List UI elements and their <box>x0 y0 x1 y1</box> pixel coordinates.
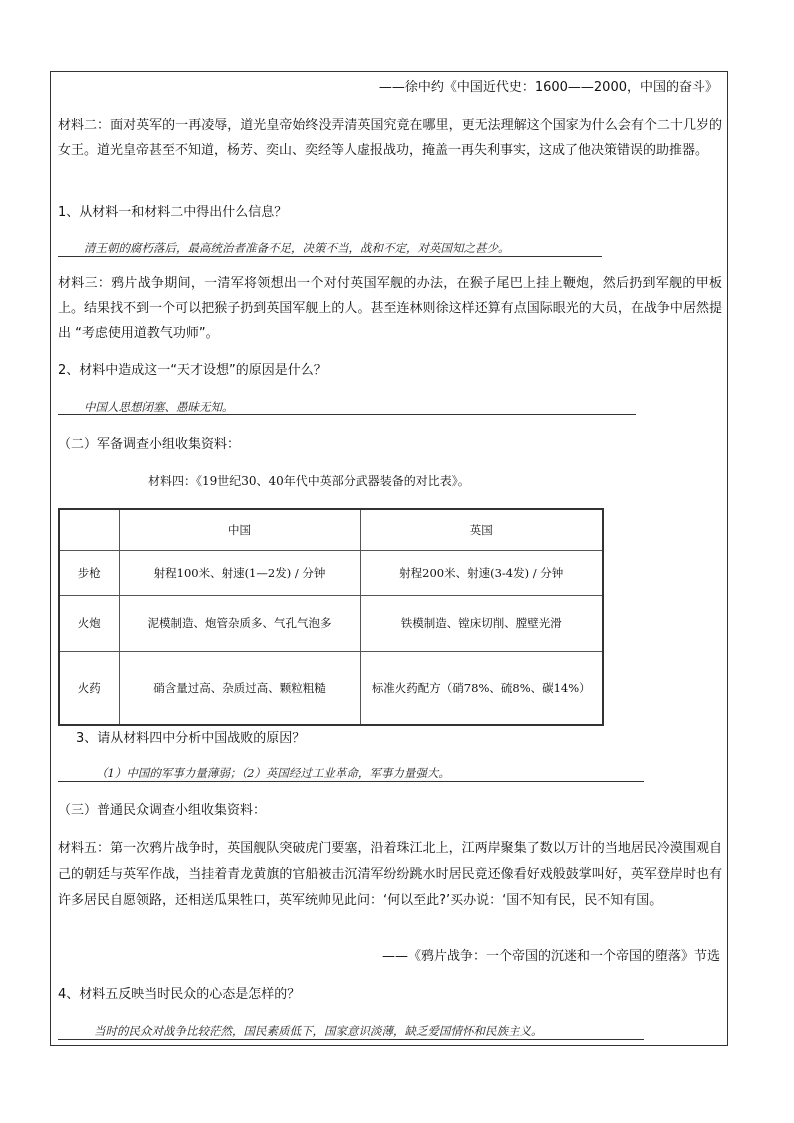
answer-4-underline <box>58 1039 644 1040</box>
cell-britain-cannon: 铁模制造、镗床切削、膛壁光滑 <box>360 595 603 651</box>
cell-china-rifle: 射程100米、射速(1—2发) / 分钟 <box>119 550 360 595</box>
weapon-comparison-table <box>58 508 604 726</box>
answer-2: 中国人思想闭塞、愚昧无知。 <box>84 400 234 414</box>
row-label-gunpowder: 火药 <box>59 651 119 725</box>
table-header-empty <box>59 509 119 550</box>
answer-2-underline <box>58 414 636 415</box>
cell-britain-rifle: 射程200米、射速(3-4发) / 分钟 <box>360 550 603 595</box>
answer-4: 当时的民众对战争比较茫然，国民素质低下，国家意识淡薄，缺乏爱国情怀和民族主义。 <box>94 1024 543 1038</box>
table-row <box>59 550 603 595</box>
answer-3-underline <box>58 781 644 782</box>
material-2-paragraph: 材料二：面对英军的一再凌辱，道光皇帝始终没弄清英国究竟在哪里，更无法理解这个国家为什么会有个二十几岁的女王。道光皇帝甚至不知道，杨芳、奕山、奕经等人虚报战功，掩盖一再失利事实，这成了他决策错误的助推器。 <box>58 118 722 158</box>
answer-3: （1）中国的军事力量薄弱；（2）英国经过工业革命，军事力量强大。 <box>96 766 450 780</box>
table-header-china: 中国 <box>119 509 360 550</box>
cell-britain-gunpowder: 标准火药配方（硝78%、硫8%、碳14%） <box>360 651 603 725</box>
cell-china-cannon: 泥模制造、炮管杂质多、气孔气泡多 <box>119 595 360 651</box>
answer-1: 清王朝的腐朽落后，最高统治者准备不足，决策不当，战和不定，对英国知之甚少。 <box>84 241 510 255</box>
table-row <box>59 595 603 651</box>
material-5-paragraph: 材料五：第一次鸦片战争时，英国舰队突破虎门要塞，沿着珠江北上，江两岸聚集了数以万计的当地居民冷漠围观自己的朝廷与英军作战，当挂着青龙黄旗的官船被击沉清军纷纷跳水时居民竟还像看好戏般鼓掌叫好，英军登岸时也有许多居民自愿领路，还相送瓜果牲口，英军统帅见此问：‘何以至此?’买办说：‘国不知有民，民不知有国。 <box>58 841 722 908</box>
question-3: 3、请从材料四中分析中国战败的原因？ <box>76 731 306 746</box>
source-citation-2: ——《鸦片战争：一个帝国的沉迷和一个帝国的堕落》节选 <box>381 949 720 964</box>
answer-1-underline <box>58 256 602 257</box>
question-1: 1、从材料一和材料二中得出什么信息？ <box>58 205 288 220</box>
table-row <box>59 651 603 725</box>
row-label-cannon: 火炮 <box>59 595 119 651</box>
section-3-heading: （三）普通民众调查小组收集资料： <box>58 803 267 818</box>
section-2-heading: （二）军备调查小组收集资料： <box>58 437 241 452</box>
table-caption: 材料四：《19世纪30、40年代中英部分武器装备的对比表》。 <box>148 474 470 488</box>
row-label-rifle: 步枪 <box>59 550 119 595</box>
question-4: 4、材料五反映当时民众的心态是怎样的？ <box>58 987 301 1002</box>
table-header-row <box>59 509 603 550</box>
material-3-paragraph: 材料三：鸦片战争期间，一清军将领想出一个对付英国军舰的办法，在猴子尾巴上挂上鞭炮，然后扔到军舰的甲板上。结果找不到一个可以把猴子扔到英国军舰上的人。甚至连林则徐这样还算有点国际眼光的大员，在战争中居然提出 “考虑使用道教气功师”。 <box>58 276 722 341</box>
source-citation-1: ——徐中约《中国近代史：1600——2000，中国的奋斗》 <box>378 80 718 95</box>
question-2: 2、材料中造成这一“天才设想”的原因是什么？ <box>58 363 327 378</box>
table-header-britain: 英国 <box>360 509 603 550</box>
cell-china-gunpowder: 硝含量过高、杂质过高、颗粒粗糙 <box>119 651 360 725</box>
